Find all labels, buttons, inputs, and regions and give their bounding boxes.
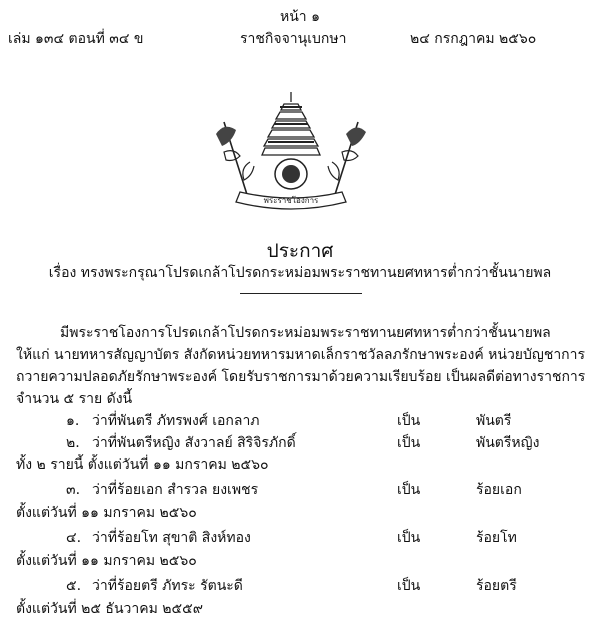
royal-emblem xyxy=(210,92,372,216)
item-rank: ร้อยเอก xyxy=(476,482,522,498)
body-line: มีพระราชโองการโปรดเกล้าโปรดกระหม่อมพระราชทานยศทหารต่ำกว่าชั้นนายพล xyxy=(60,325,551,341)
publication-name: ราชกิจจานุเบกษา xyxy=(240,31,347,47)
item-be: เป็น xyxy=(397,578,421,594)
item-rank: พันตรี xyxy=(476,413,512,429)
item-be: เป็น xyxy=(397,530,421,546)
body-line: จำนวน ๕ ราย ดังนี้ xyxy=(16,391,133,407)
body-line: ให้แก่ นายทหารสัญญาบัตร สังกัดหน่วยทหารมหาดเล็กราชวัลลภรักษาพระองค์ หน่วยบัญชาการ xyxy=(16,347,586,363)
item-number: ๕. xyxy=(66,578,82,594)
document-title: ประกาศ xyxy=(266,240,334,262)
emblem-banner-text: พระราชโองการ xyxy=(263,196,319,205)
volume-issue: เล่ม ๑๓๔ ตอนที่ ๓๔ ข xyxy=(8,31,144,47)
item-name: ว่าที่พันตรี ภัทรพงศ์ เอกลาภ xyxy=(92,413,260,429)
item-rank: ร้อยตรี xyxy=(476,578,517,594)
body-line: ถวายความปลอดภัยรักษาพระองค์ โดยรับราชการมาด้วยความเรียบร้อย เป็นผลดีต่อทางราชการ xyxy=(16,369,586,385)
item-name: ว่าที่ร้อยตรี ภัทระ รัตนะดี xyxy=(92,578,243,594)
item-number: ๓. xyxy=(66,482,81,498)
title-divider xyxy=(240,293,362,294)
item-be: เป็น xyxy=(397,413,421,429)
page-number: หน้า ๑ xyxy=(280,9,320,25)
effective-date: ทั้ง ๒ รายนี้ ตั้งแต่วันที่ ๑๑ มกราคม ๒๕๖๐ xyxy=(16,457,269,473)
item-name: ว่าที่ร้อยโท สุขาติ สิงห์ทอง xyxy=(92,530,251,546)
item-be: เป็น xyxy=(397,482,421,498)
item-number: ๑. xyxy=(66,413,80,429)
item-rank: พันตรีหญิง xyxy=(476,435,540,451)
effective-date: ตั้งแต่วันที่ ๒๕ ธันวาคม ๒๕๕๙ xyxy=(16,601,203,617)
document-subject: เรื่อง ทรงพระกรุณาโปรดเกล้าโปรดกระหม่อมพระราชทานยศทหารต่ำกว่าชั้นนายพล xyxy=(48,265,552,281)
effective-date: ตั้งแต่วันที่ ๑๑ มกราคม ๒๕๖๐ xyxy=(16,505,197,521)
effective-date: ตั้งแต่วันที่ ๑๑ มกราคม ๒๕๖๐ xyxy=(16,553,197,569)
item-number: ๔. xyxy=(66,530,82,546)
item-name: ว่าที่พันตรีหญิง สังวาลย์ สิริจิรภักดิ์ xyxy=(92,435,296,451)
item-name: ว่าที่ร้อยเอก สำรวล ยงเพชร xyxy=(92,482,259,498)
publication-date: ๒๔ กรกฎาคม ๒๕๖๐ xyxy=(410,31,537,47)
item-rank: ร้อยโท xyxy=(476,530,517,546)
item-number: ๒. xyxy=(66,435,80,451)
item-be: เป็น xyxy=(397,435,421,451)
